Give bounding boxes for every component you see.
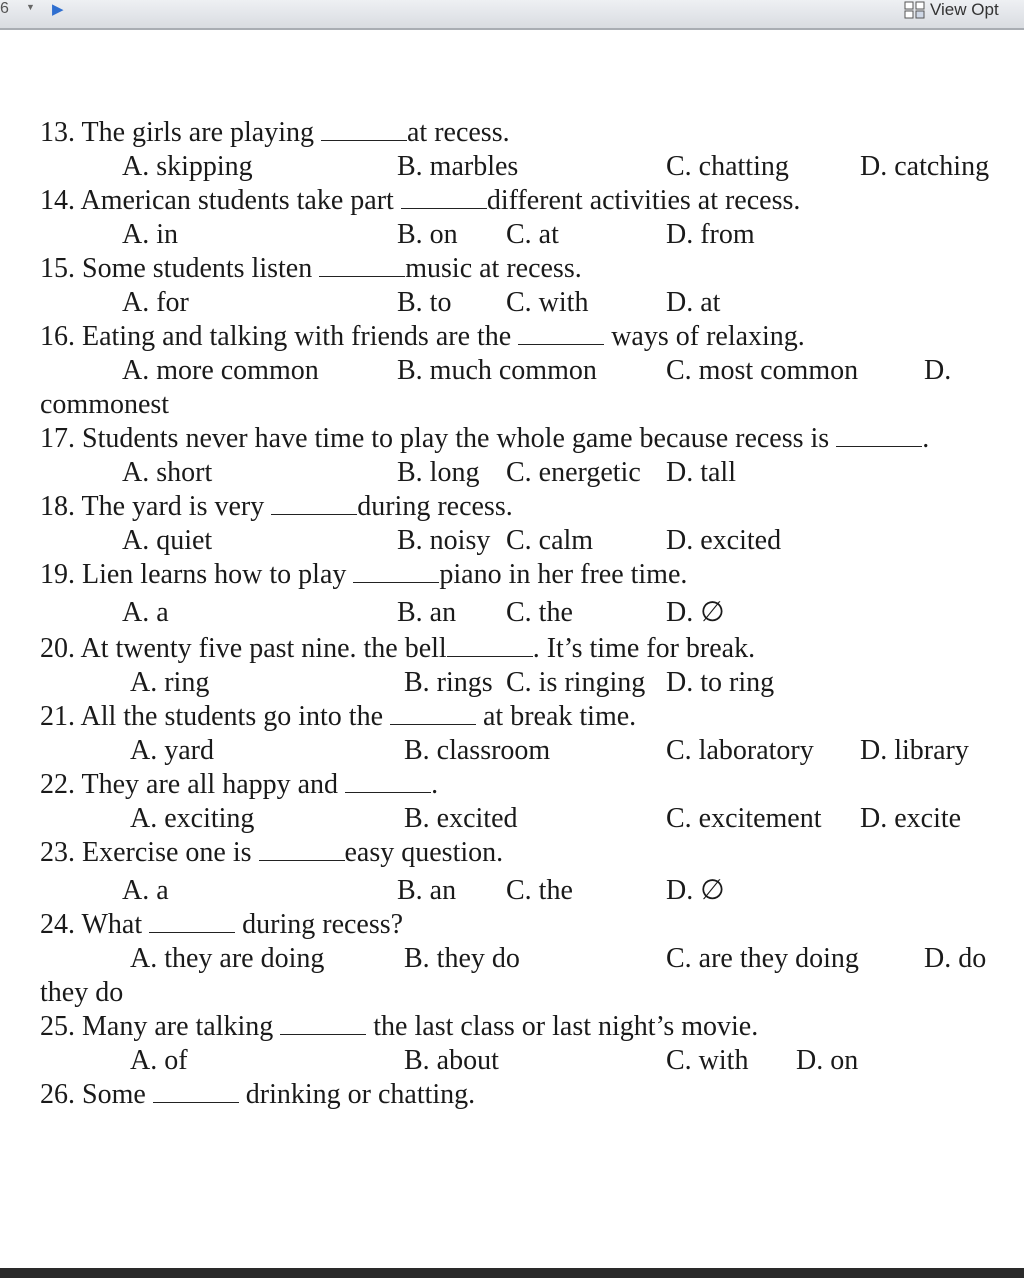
answer-blank <box>153 1080 239 1103</box>
q17-option-d: D. tall <box>666 457 736 488</box>
question-26: 26. Some drinking or chatting. <box>40 1079 476 1110</box>
question-18: 18. The yard is very during recess. <box>40 491 513 522</box>
bottom-border <box>0 1268 1024 1278</box>
q20-option-a: A. ring <box>130 667 210 698</box>
q16-option-c: C. most common <box>666 355 859 386</box>
answer-blank <box>447 634 533 657</box>
q17-option-b: B. long <box>397 457 480 488</box>
question-14: 14. American students take part different activities at recess. <box>40 185 801 216</box>
q25-option-a: A. of <box>130 1045 188 1076</box>
q14-option-b: B. on <box>397 219 458 250</box>
answer-blank <box>149 910 235 933</box>
q13-option-d: D. catching <box>860 151 990 182</box>
q23-option-d: D. ∅ <box>666 875 725 906</box>
question-25: 25. Many are talking the last class or last night’s movie. <box>40 1011 759 1042</box>
q21-option-b: B. classroom <box>404 735 551 766</box>
play-icon[interactable]: ▶ <box>52 1 64 18</box>
question-22: 22. They are all happy and . <box>40 769 439 800</box>
q23-option-b: B. an <box>397 875 457 906</box>
q22-option-a: A. exciting <box>130 803 255 834</box>
page-number: 6 <box>0 0 9 17</box>
q13-option-c: C. chatting <box>666 151 789 182</box>
question-20: 20. At twenty five past nine. the bell . It’s time for break. <box>40 633 756 664</box>
q22-option-d: D. excite <box>860 803 962 834</box>
answer-blank <box>259 838 345 861</box>
q21-option-a: A. yard <box>130 735 214 766</box>
q13-option-b: B. marbles <box>397 151 519 182</box>
q13-option-a: A. skipping <box>122 151 253 182</box>
q24-option-d: D. do <box>924 943 987 974</box>
q24-option-d-wrap: they do <box>40 977 124 1008</box>
q22-option-b: B. excited <box>404 803 518 834</box>
question-16: 16. Eating and talking with friends are the ways of relaxing. <box>40 321 805 352</box>
q25-option-d: D. on <box>796 1045 859 1076</box>
q18-option-b: B. noisy <box>397 525 491 556</box>
q18-option-c: C. calm <box>506 525 594 556</box>
answer-blank <box>836 424 922 447</box>
q18-option-d: D. excited <box>666 525 782 556</box>
question-13: 13. The girls are playing at recess. <box>40 117 510 148</box>
q24-option-b: B. they do <box>404 943 520 974</box>
view-options-button[interactable] <box>904 0 999 20</box>
q20-option-c: C. is ringing <box>506 667 646 698</box>
q19-option-c: C. the <box>506 597 573 628</box>
answer-blank <box>518 322 604 345</box>
answer-blank <box>280 1012 366 1035</box>
q23-option-c: C. the <box>506 875 573 906</box>
q14-option-d: D. from <box>666 219 755 250</box>
question-19: 19. Lien learns how to play piano in her free time. <box>40 559 688 590</box>
q23-option-a: A. a <box>122 875 169 906</box>
q25-option-b: B. about <box>404 1045 499 1076</box>
q16-option-d: D. <box>924 355 952 386</box>
answer-blank <box>345 770 431 793</box>
question-17: 17. Students never have time to play the whole game because recess is . <box>40 423 930 454</box>
q24-option-a: A. they are doing <box>130 943 325 974</box>
answer-blank <box>353 560 439 583</box>
q25-option-c: C. with <box>666 1045 749 1076</box>
q16-option-b: B. much common <box>397 355 597 386</box>
q24-option-c: C. are they doing <box>666 943 859 974</box>
q16-option-d-wrap: commonest <box>40 389 170 420</box>
q19-option-b: B. an <box>397 597 457 628</box>
q17-option-c: C. energetic <box>506 457 641 488</box>
answer-blank <box>271 492 357 515</box>
q16-option-a: A. more common <box>122 355 319 386</box>
chevron-down-icon[interactable]: ▼ <box>26 2 35 12</box>
view-options-icon <box>904 1 926 19</box>
q22-option-c: C. excitement <box>666 803 822 834</box>
q21-option-c: C. laboratory <box>666 735 814 766</box>
viewer-toolbar <box>0 0 1024 30</box>
answer-blank <box>401 186 487 209</box>
q14-option-a: A. in <box>122 219 178 250</box>
q17-option-a: A. short <box>122 457 213 488</box>
question-21: 21. All the students go into the at break time. <box>40 701 637 732</box>
q15-option-a: A. for <box>122 287 189 318</box>
q18-option-a: A. quiet <box>122 525 213 556</box>
q19-option-d: D. ∅ <box>666 597 725 628</box>
question-23: 23. Exercise one is easy question. <box>40 837 504 868</box>
q19-option-a: A. a <box>122 597 169 628</box>
q21-option-d: D. library <box>860 735 969 766</box>
q15-option-b: B. to <box>397 287 452 318</box>
question-15: 15. Some students listen music at recess. <box>40 253 582 284</box>
answer-blank <box>319 254 405 277</box>
view-options-label: View Opt <box>930 0 999 19</box>
answer-blank <box>390 702 476 725</box>
q14-option-c: C. at <box>506 219 559 250</box>
q15-option-d: D. at <box>666 287 721 318</box>
q20-option-b: B. rings <box>404 667 493 698</box>
document-page <box>0 30 1024 1268</box>
question-24: 24. What during recess? <box>40 909 404 940</box>
answer-blank <box>321 118 407 141</box>
q20-option-d: D. to ring <box>666 667 775 698</box>
q15-option-c: C. with <box>506 287 589 318</box>
